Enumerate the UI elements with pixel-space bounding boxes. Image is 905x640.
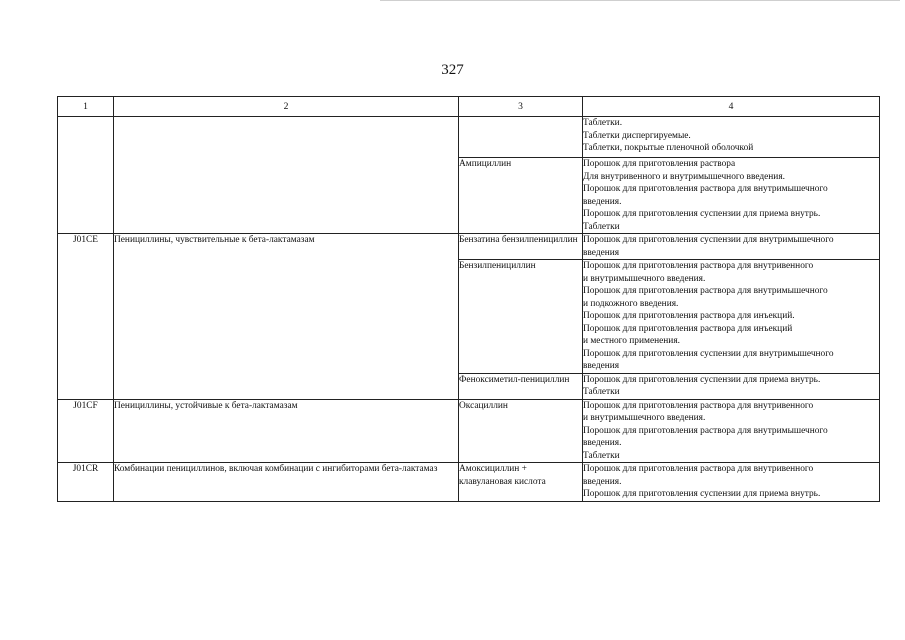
drug-name-cell: Феноксиметил-пенициллин xyxy=(459,373,583,399)
dosage-form-line: Порошок для приготовления раствора для внутривенного xyxy=(583,261,814,271)
dosage-form-line: введения. xyxy=(583,476,622,487)
drug-name-cell xyxy=(459,117,583,158)
drug-name-cell: Бензилпенициллин xyxy=(459,260,583,374)
dosage-form-line: Таблетки, покрытые пленочной оболочкой xyxy=(583,143,754,153)
dosage-form-line: Порошок для приготовления раствора для инъекций xyxy=(583,323,793,334)
dosage-form-line: Таблетки. xyxy=(583,118,623,128)
header-col-2: 2 xyxy=(114,97,459,117)
dosage-form-line: Порошок для приготовления суспензии для внутримышечного xyxy=(583,348,834,359)
dosage-form-line: введения xyxy=(583,361,620,371)
atc-code-cell: J01CR xyxy=(58,463,114,502)
dosage-form-line: и подкожного введения. xyxy=(583,298,679,309)
dosage-form-line: Порошок для приготовления раствора для инъекций. xyxy=(583,311,795,321)
dosage-form-line: Порошок для приготовления раствора для внутривенного xyxy=(583,400,814,411)
drug-name-cell: Оксациллин xyxy=(459,399,583,463)
header-col-4: 4 xyxy=(583,97,880,117)
page-number: 327 xyxy=(441,62,464,78)
dosage-form-line: Таблетки xyxy=(583,221,620,232)
dosage-forms-cell xyxy=(583,463,880,502)
dosage-form-line: и внутримышечного введения. xyxy=(583,273,706,284)
dosage-form-line: введения. xyxy=(583,196,622,207)
group-name-cell: Комбинации пенициллинов, включая комбинации с ингибиторами бета-лактамаз xyxy=(114,463,459,502)
dosage-form-line: Порошок для приготовления раствора для внутривенного xyxy=(583,464,814,474)
atc-code-cell xyxy=(58,117,114,234)
drug-table xyxy=(57,96,880,502)
header-col-1: 1 xyxy=(58,97,114,117)
dosage-form-line: Таблетки xyxy=(583,387,620,397)
table-row xyxy=(58,117,880,158)
table-row xyxy=(58,463,880,502)
header-row xyxy=(58,97,880,117)
dosage-form-line: Порошок для приготовления раствора для внутримышечного xyxy=(583,425,828,436)
dosage-form-line: Порошок для приготовления раствора xyxy=(583,159,736,169)
table-row xyxy=(58,234,880,260)
dosage-form-line: введения xyxy=(583,247,620,258)
drug-name-cell: Амоксициллин + клавулановая кислота xyxy=(459,463,583,502)
drug-name-cell: Бензатина бензилпенициллин xyxy=(459,234,583,260)
table-row xyxy=(58,399,880,463)
top-edge-rule xyxy=(380,0,900,1)
dosage-forms-cell xyxy=(583,234,880,260)
dosage-forms-cell xyxy=(583,158,880,234)
dosage-form-line: Порошок для приготовления раствора для внутримышечного xyxy=(583,286,828,296)
dosage-form-line: Порошок для приготовления раствора для внутримышечного xyxy=(583,184,828,194)
dosage-form-line: Порошок для приготовления суспензии для приема внутрь. xyxy=(583,489,821,499)
dosage-form-line: Таблетки xyxy=(583,450,620,461)
dosage-forms-cell xyxy=(583,399,880,463)
header-col-3: 3 xyxy=(459,97,583,117)
dosage-forms-cell xyxy=(583,260,880,374)
dosage-form-line: Порошок для приготовления суспензии для приема внутрь. xyxy=(583,209,821,219)
drug-name-cell: Ампициллин xyxy=(459,158,583,234)
dosage-form-line: Порошок для приготовления суспензии для приема внутрь. xyxy=(583,374,821,385)
group-name-cell xyxy=(114,117,459,234)
dosage-form-line: Для внутривенного и внутримышечного введения. xyxy=(583,171,785,182)
group-name-cell: Пенициллины, устойчивые к бета-лактамазам xyxy=(114,399,459,463)
atc-code-cell: J01CE xyxy=(58,234,114,400)
dosage-form-line: введения. xyxy=(583,438,622,448)
atc-code-cell: J01CF xyxy=(58,399,114,463)
dosage-forms-cell xyxy=(583,373,880,399)
dosage-form-line: Порошок для приготовления суспензии для внутримышечного xyxy=(583,235,834,245)
dosage-form-line: Таблетки диспергируемые. xyxy=(583,130,691,141)
group-name-cell: Пенициллины, чувствительные к бета-лактамазам xyxy=(114,234,459,400)
dosage-forms-cell xyxy=(583,117,880,158)
dosage-form-line: и внутримышечного введения. xyxy=(583,413,706,423)
dosage-form-line: и местного применения. xyxy=(583,336,680,346)
